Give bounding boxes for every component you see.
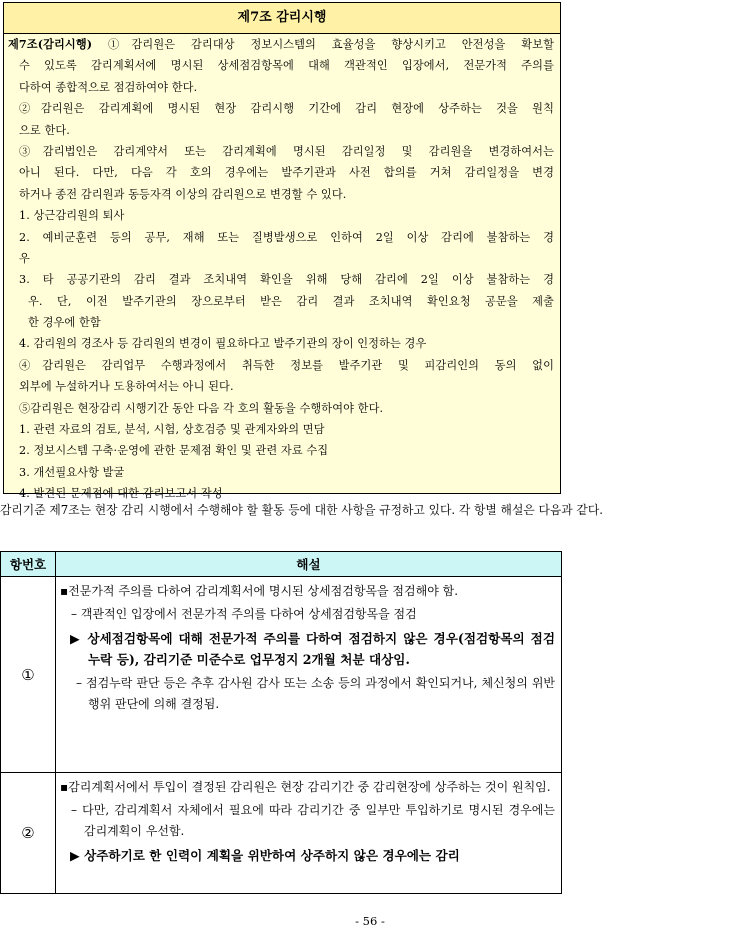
article-line: 4. 발견된 문제점에 대한 감리보고서 작성 [19, 487, 223, 501]
sub-dash-point: – 점검누락 판단 등은 추후 감사원 감사 또는 소송 등의 과정에서 확인되거나, 체신청의 위반행위 판단에 의해 결정됨. [76, 676, 555, 711]
arrow-point: ▶ 상세점검항목에 대해 전문가적 주의를 다하여 점검하지 않은 경우(점검항목의 점검 누락 등), 감리기준 미준수로 업무정지 2개월 처분 대상임. [70, 631, 555, 667]
article-line: 2. 정보시스템 구축·운영에 관한 문제점 확인 및 관련 자료 수집 [19, 444, 329, 458]
bullet-point: ▪감리계획서에서 투입이 결정된 감리원은 현장 감리기간 중 감리현장에 상주하는 것이 원칙임. [60, 780, 551, 794]
article-line: 하거나 종전 감리원과 동등자격 이상의 감리원으로 변경할 수 있다. [19, 187, 347, 201]
article-line: 1. 상근감리원의 퇴사 [19, 209, 125, 223]
article-line: 우 [19, 251, 30, 265]
article-line: 우. 단, 이전 발주기관의 장으로부터 받은 감리 결과 조치내역 확인요청 공문을 제출 [28, 294, 554, 308]
article-line: 한 경우에 한함 [28, 316, 101, 330]
commentary-table [0, 551, 562, 894]
dash-point: – 다만, 감리계획서 자체에서 필요에 따라 감리기간 중 일부만 투입하기로 명시된 경우에는 감리계획이 우선함. [71, 803, 555, 838]
description-text: 감리기준 제7조는 현장 감리 시행에서 수행해야 할 활동 등에 대한 사항을 규정하고 있다. 각 항별 해설은 다음과 같다. [0, 503, 603, 517]
table-row [1, 773, 562, 894]
table-header-row [1, 552, 562, 577]
article-line: ③감리법인은 감리계약서 또는 감리계획에 명시된 감리일정 및 감리원을 변경하여서는 [19, 144, 554, 158]
paragraph-number: ② [1, 773, 56, 894]
article-line: 제7조(감리시행) ①감리원은 감리대상 정보시스템의 효율성을 향상시키고 안전성을 확보할 [8, 37, 554, 51]
commentary-cell [56, 577, 562, 773]
article-title: 제7조 감리시행 [4, 3, 560, 34]
table-row [1, 577, 562, 773]
article-line: 외부에 누설하거나 도용하여서는 아니 된다. [19, 380, 234, 394]
page-number: - 56 - [355, 914, 385, 928]
commentary-cell [56, 773, 562, 894]
article-heading: 제7조(감리시행) [8, 37, 93, 51]
article-line: ⑤감리원은 현장감리 시행기간 동안 다음 각 호의 활동을 수행하여야 한다. [19, 401, 384, 415]
article-line: ②감리원은 감리계획에 명시된 현장 감리시행 기간에 감리 현장에 상주하는 것을 원칙 [19, 102, 554, 116]
article-line: 3. 개선필요사항 발굴 [19, 465, 125, 479]
article-line: 4. 감리원의 경조사 등 감리원의 변경이 필요하다고 발주기관의 장이 인정하는 경우 [19, 337, 427, 351]
article-line: 아니 된다. 다만, 다음 각 호의 경우에는 발주기관과 사전 합의를 거쳐 감리일정을 변경 [19, 166, 554, 180]
article-line: 수 있도록 감리계획서에 명시된 상세점검항목에 대해 객관적인 입장에서, 전문가적 주의를 [19, 59, 554, 73]
arrow-point: ▶ 상주하기로 한 인력이 계획을 위반하여 상주하지 않은 경우에는 감리 [70, 848, 460, 863]
article-line: 3. 타 공공기관의 감리 결과 조치내역 확인을 위해 당해 감리에 2일 이상 불참하는 경 [19, 273, 554, 287]
article-line: 다하여 종합적으로 점검하여야 한다. [19, 80, 198, 94]
column-header-commentary: 해설 [56, 552, 562, 577]
column-header-number: 항번호 [1, 552, 56, 577]
article-line: 으로 한다. [19, 123, 70, 137]
article-line: 2. 예비군훈련 등의 공무, 재해 또는 질병발생으로 인하여 2일 이상 감리에 불참하는 경 [19, 230, 554, 244]
article-line: ④감리원은 감리업무 수행과정에서 취득한 정보를 발주기관 및 피감리인의 동의 없이 [19, 358, 554, 372]
article-body [4, 34, 560, 505]
article-line: 1. 관련 자료의 검토, 분석, 시험, 상호검증 및 관계자와의 면담 [19, 423, 325, 437]
dash-point: – 객관적인 입장에서 전문가적 주의를 다하여 상세점검항목을 점검 [71, 607, 417, 621]
paragraph-number: ① [1, 577, 56, 773]
bullet-point: ▪전문가적 주의를 다하여 감리계획서에 명시된 상세점검항목을 점검해야 함. [60, 584, 459, 598]
article-box [3, 2, 561, 501]
